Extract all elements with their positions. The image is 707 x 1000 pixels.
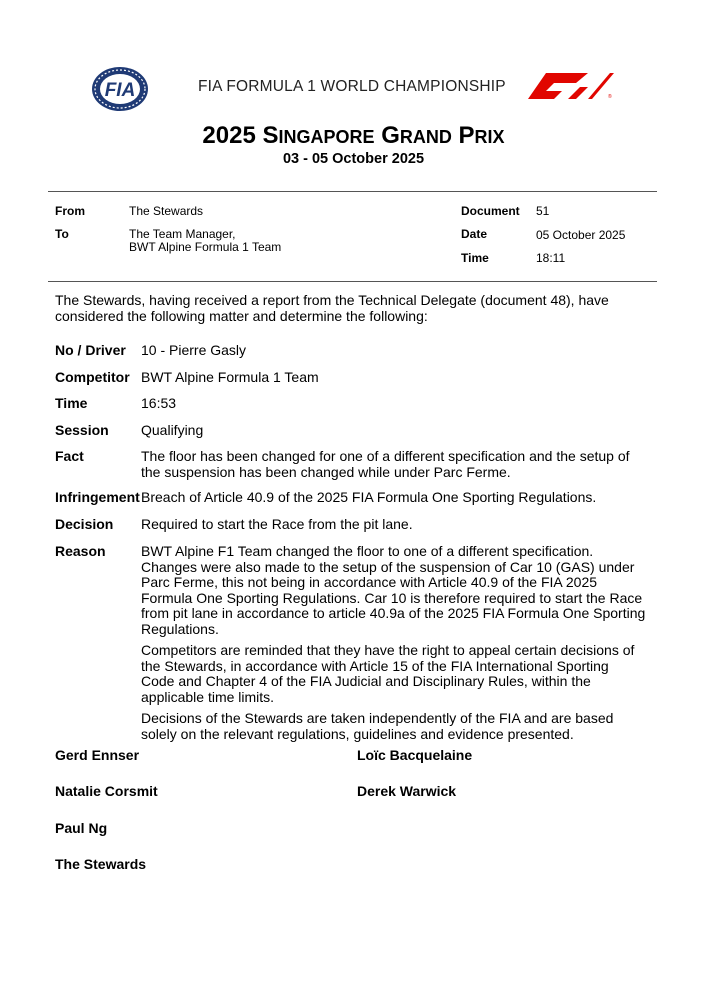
date-value: 05 October 2025	[536, 228, 626, 242]
driver-label: No / Driver	[55, 342, 126, 358]
to-label: To	[55, 227, 69, 241]
fact-label: Fact	[55, 448, 84, 464]
svg-text:®: ®	[608, 94, 612, 99]
event-title	[0, 122, 707, 150]
to-value-line-2: BWT Alpine Formula 1 Team	[129, 240, 282, 254]
competitor-label: Competitor	[55, 369, 130, 385]
championship-title: FIA FORMULA 1 WORLD CHAMPIONSHIP	[198, 78, 506, 95]
f1-logo	[528, 73, 616, 99]
competitor-value: BWT Alpine Formula 1 Team	[141, 369, 319, 385]
reason-label: Reason	[55, 543, 106, 559]
from-label: From	[55, 204, 85, 218]
time-value: 18:11	[536, 251, 566, 265]
document-value: 51	[536, 204, 550, 218]
time-row-label: Time	[55, 395, 88, 411]
time-row-value: 16:53	[141, 395, 177, 411]
top-divider	[48, 191, 657, 192]
independence-notice-paragraph: Decisions of the Stewards are taken independently of the FIA and are based solely on the relevant regulations, guidelines and evidence presented.	[141, 710, 614, 742]
signatory-2: Loïc Bacquelaine	[357, 747, 473, 763]
stewards-closing: The Stewards	[55, 856, 147, 872]
document-label: Document	[461, 204, 520, 218]
fia-logo-text: FIA	[104, 80, 136, 101]
appeal-notice-paragraph: Competitors are reminded that they have the right to appeal certain decisions of the Stewards, in accordance with Article 15 of the FIA International Sporting Code and Chapter 4 of the FIA Judicial and Disciplinary Rules, within the applicable time limits.	[141, 642, 635, 705]
signatory-5: Paul Ng	[55, 820, 108, 836]
driver-value: 10 - Pierre Gasly	[141, 342, 247, 358]
to-value	[129, 228, 281, 254]
title-year: 2025	[202, 122, 256, 149]
reason-paragraph-1: BWT Alpine F1 Team changed the floor to one of a different specification. Changes were also made to the setup of the suspension of Car 10 (GAS) under Parc Ferme, this not being in accordance with Article 40.9 of the FIA 2025 Formula One Sporting Regulations. Car 10 is therefore required to start the Race from pit lane in accordance to article 40.9a of the 2025 FIA Formula One Sporting Regulations.	[141, 543, 646, 637]
document-header	[0, 60, 707, 120]
intro-paragraph: The Stewards, having received a report from the Technical Delegate (document 48), have considered the following matter and determine the following:	[55, 292, 609, 324]
infringement-value: Breach of Article 40.9 of the 2025 FIA Formula One Sporting Regulations.	[141, 489, 597, 505]
time-label: Time	[461, 251, 489, 265]
signatory-4: Derek Warwick	[357, 783, 457, 799]
session-label: Session	[55, 422, 109, 438]
decision-label: Decision	[55, 516, 114, 532]
session-value: Qualifying	[141, 422, 204, 438]
fia-logo	[90, 65, 150, 113]
infringement-label: Infringement	[55, 489, 140, 505]
date-label: Date	[461, 227, 488, 241]
signatory-3: Natalie Corsmit	[55, 783, 158, 799]
title-word-3: PRIX	[458, 122, 505, 149]
bottom-divider	[48, 281, 657, 282]
reason-value	[141, 544, 646, 748]
to-value-line-1: The Team Manager,	[129, 227, 236, 241]
fact-value: The floor has been changed for one of a different specification and the setup of the suspension has been changed while under Parc Ferme.	[141, 448, 630, 480]
signatory-1: Gerd Ennser	[55, 747, 140, 763]
event-dates: 03 - 05 October 2025	[282, 151, 425, 167]
from-value: The Stewards	[129, 204, 204, 218]
title-word-2: GRAND	[381, 122, 452, 149]
decision-value: Required to start the Race from the pit lane.	[141, 516, 413, 532]
title-word-1: SINGAPORE	[262, 122, 375, 149]
